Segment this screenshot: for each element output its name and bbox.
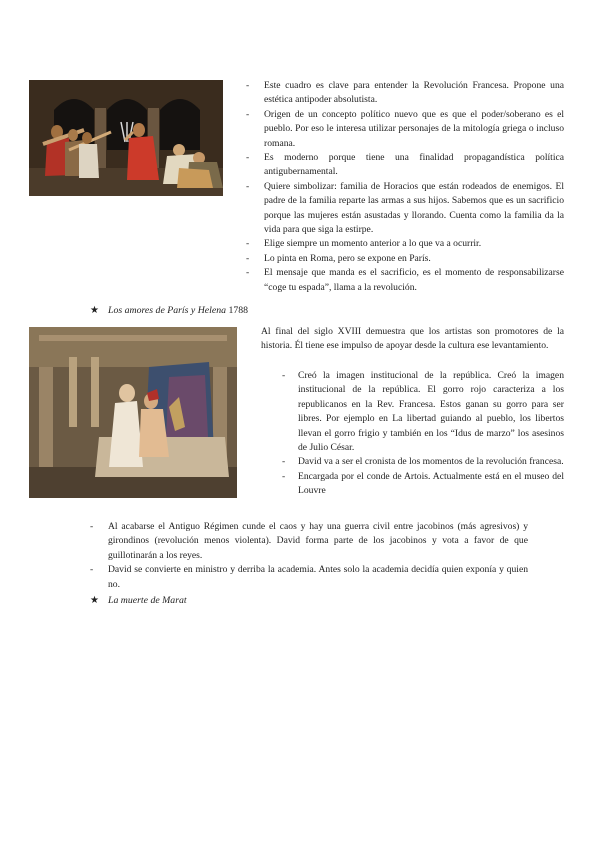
list-item: - Es moderno porque tiene una finalidad propagandística política antigubernamental.	[264, 151, 564, 180]
star-bullet-icon: ★	[90, 595, 99, 606]
list-item: - Creó la imagen institucional de la república. Creó la imagen institucional de la república. El gorro rojo caracteriza a los republicanos en la Rev. Francesa. Estos ganan su gorro para ser libres. Por ejemplo en La libertad guiando al pueblo, los libertos llevan el gorro frigio y también en los “Idus de marzo” los asesinos de Julio César.	[298, 369, 564, 455]
paris-helena-intro: Al final del siglo XVIII demuestra que los artistas son promotores de la historia. Él tiene ese impulso de apoyar desde la cultura ese levantamiento.	[261, 326, 564, 352]
oath-of-horatii-painting	[29, 80, 223, 196]
paris-helena-notes-list	[298, 369, 564, 499]
paris-and-helen-painting	[29, 327, 237, 498]
muerte-de-marat-heading	[90, 594, 187, 608]
artwork-title: Los amores de París y Helena	[108, 305, 227, 316]
list-item: - Este cuadro es clave para entender la Revolución Francesa. Propone una estética antipoder absolutista.	[264, 79, 564, 108]
list-item: - Al acabarse el Antiguo Régimen cunde el caos y hay una guerra civil entre jacobinos (más agresivos) y girondinos (revolución menos violenta). David forma parte de los jacobinos y vota a favor de que guillotinarán a los reyes.	[108, 520, 528, 563]
revolution-notes-list	[108, 520, 528, 592]
list-item: - Encargada por el conde de Artois. Actualmente está en el museo del Louvre	[298, 470, 564, 499]
list-item: - Lo pinta en Roma, pero se expone en París.	[264, 252, 564, 266]
list-item: - El mensaje que manda es el sacrificio, es el momento de responsabilizarse “coge tu espada”, llama a la revolución.	[264, 266, 564, 295]
list-item: - Elige siempre un momento anterior a lo que va a ocurrir.	[264, 237, 564, 251]
artwork-year: 1788	[228, 305, 249, 316]
list-item: - Origen de un concepto político nuevo que es que el poder/soberano es el pueblo. Por eso le interesa utilizar personajes de la mitología griega o incluso romana.	[264, 108, 564, 151]
list-item: - David se convierte en ministro y derriba la academia. Antes solo la academia decidía quien exponía y quien no.	[108, 563, 528, 592]
artwork-title: La muerte de Marat	[108, 595, 187, 606]
list-item: - David va a ser el cronista de los momentos de la revolución francesa.	[298, 455, 564, 469]
horatii-notes-list	[264, 79, 564, 295]
star-bullet-icon: ★	[90, 305, 99, 316]
list-item: - Quiere simbolizar: familia de Horacios que están rodeados de enemigos. El padre de la familia reparte las armas a sus hijos. Sabemos que es un sacrificio porque las mujeres están asustadas y llorando. Cuenta como la familia da la vida para que siga la estirpe.	[264, 180, 564, 238]
paris-helena-heading	[90, 304, 248, 318]
